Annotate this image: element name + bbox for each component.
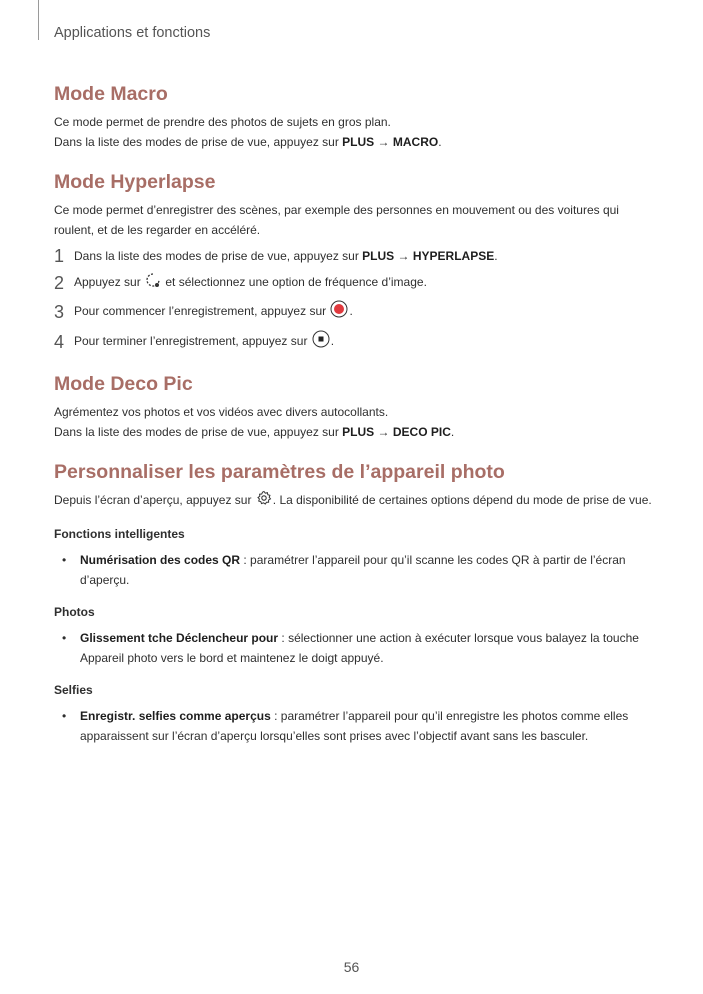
list-item: • Glissement tche Déclencheur pour : sélectionner une action à exécuter lorsque vous balayez la touche Appareil photo vers le bord et maintenez le doigt appuyé. [54,628,654,668]
step-number: 1 [54,246,65,266]
bullet-dot: • [62,709,67,723]
page-number: 56 [343,959,360,975]
hyperlapse-step-4: 4 Pour terminer l’enregistrement, appuyez sur . [54,332,335,352]
settings-description: Depuis l’écran d’aperçu, appuyez sur . La disponibilité de certaines options dépend du mode de prise de vue. [54,490,654,512]
hyperlapse-step-2: 2 Appuyez sur et sélectionnez une option de fréquence d’image. [54,273,427,293]
hyperlapse-step-1: 1 Dans la liste des modes de prise de vue, appuyez sur PLUS → HYPERLAPSE. [54,246,498,266]
section-title-decopic: Mode Deco Pic [54,373,193,395]
list-item: • Numérisation des codes QR : paramétrer l’appareil pour qu’il scanne les codes QR à partir de l’écran d’aperçu. [54,550,654,590]
section-hyperlapse [54,168,654,354]
bullet-dot: • [62,553,67,567]
section-title-hyperlapse: Mode Hyperlapse [54,171,216,193]
stop-icon [312,330,330,354]
frame-rate-icon [145,272,161,294]
section-title-macro: Mode Macro [54,83,168,105]
list-item: • Enregistr. selfies comme aperçus : paramétrer l’appareil pour qu’il enregistre les photos comme elles apparaissent sur l’écran d’aperçu lorsqu’elles sont prises avec l’objectif avant sans les basculer. [54,706,654,746]
decopic-description: Agrémentez vos photos et vos vidéos avec divers autocollants. [54,405,389,419]
step-number: 2 [54,273,65,293]
section-title-settings: Personnaliser les paramètres de l’appareil photo [54,461,505,483]
section-macro [54,80,654,152]
step-number: 4 [54,332,65,352]
record-icon [330,300,348,324]
bullet-dot: • [62,631,67,645]
header-rule [38,0,39,40]
group-heading-selfies: Selfies [54,683,93,697]
hyperlapse-step-3: 3 Pour commencer l’enregistrement, appuyez sur . [54,302,353,322]
macro-instruction: Dans la liste des modes de prise de vue, appuyez sur PLUS → MACRO. [54,135,442,149]
hyperlapse-description: Ce mode permet d’enregistrer des scènes, par exemple des personnes en mouvement ou des voitures qui roulent, et de les regarder en accéléré. [54,203,619,237]
section-settings [54,458,654,746]
page-content [54,80,654,762]
group-heading-smart: Fonctions intelligentes [54,527,185,541]
settings-gear-icon [256,490,272,512]
group-heading-photos: Photos [54,605,95,619]
page-header: Applications et fonctions [54,25,211,41]
section-decopic [54,370,654,442]
decopic-instruction: Dans la liste des modes de prise de vue, appuyez sur PLUS → DECO PIC. [54,425,455,439]
macro-description: Ce mode permet de prendre des photos de sujets en gros plan. [54,115,391,129]
step-number: 3 [54,302,65,322]
